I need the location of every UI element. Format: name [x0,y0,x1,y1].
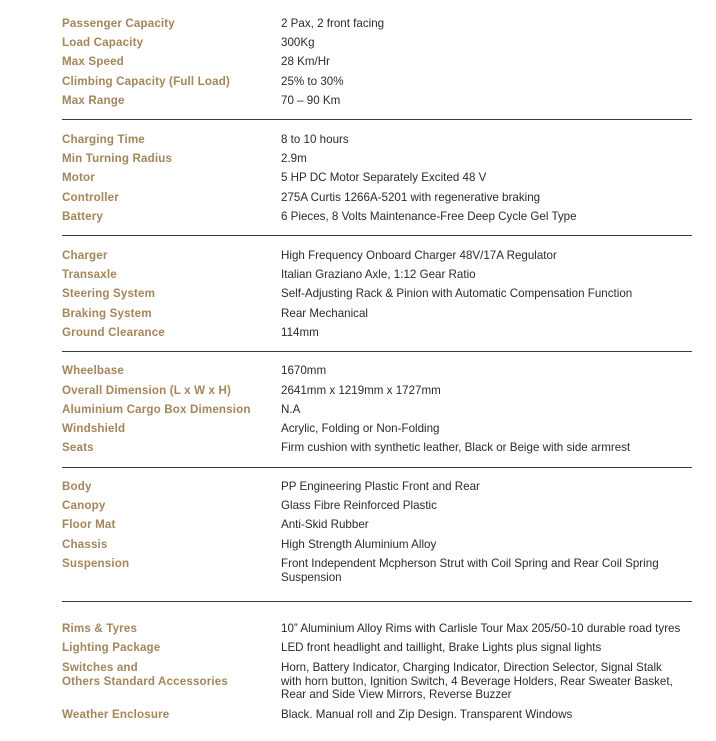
spec-value: 6 Pieces, 8 Volts Maintenance-Free Deep Cycle Gel Type [281,210,577,223]
spec-value: 8 to 10 hours [281,133,349,146]
spec-value: Front Independent Mcpherson Strut with Coil Spring and Rear Coil Spring Suspension [281,557,659,584]
spec-value: 114mm [281,326,319,339]
spec-label: Motor [62,171,95,184]
spec-value: High Frequency Onboard Charger 48V/17A Regulator [281,249,557,262]
spec-value: Anti-Skid Rubber [281,518,369,531]
section-divider [62,235,692,236]
spec-label: Braking System [62,307,152,320]
spec-value: Rear Mechanical [281,307,368,320]
spec-label: Seats [62,441,94,454]
section-divider [62,601,692,602]
spec-value: 70 – 90 Km [281,94,341,107]
spec-value: Italian Graziano Axle, 1:12 Gear Ratio [281,268,476,281]
spec-label: Switches and Others Standard Accessories [62,661,228,688]
spec-value: Black. Manual roll and Zip Design. Transparent Windows [281,708,573,721]
section-divider [62,351,692,352]
section-divider [62,119,692,120]
spec-value: 300Kg [281,36,315,49]
spec-label: Floor Mat [62,518,116,531]
spec-label: Ground Clearance [62,326,165,339]
spec-label: Load Capacity [62,36,144,49]
spec-label: Charging Time [62,133,145,146]
spec-label: Canopy [62,499,106,512]
spec-value: 2641mm x 1219mm x 1727mm [281,384,441,397]
spec-value: Acrylic, Folding or Non-Folding [281,422,440,435]
spec-label: Passenger Capacity [62,17,175,30]
spec-value: LED front headlight and taillight, Brake Lights plus signal lights [281,641,602,654]
spec-label: Body [62,480,92,493]
spec-label: Aluminium Cargo Box Dimension [62,403,251,416]
spec-label: Chassis [62,538,108,551]
spec-label: Overall Dimension (L x W x H) [62,384,232,397]
spec-value: Self-Adjusting Rack & Pinion with Automatic Compensation Function [281,287,633,300]
spec-value: PP Engineering Plastic Front and Rear [281,480,480,493]
spec-label: Max Speed [62,55,124,68]
spec-value: 5 HP DC Motor Separately Excited 48 V [281,171,487,184]
spec-value: 1670mm [281,364,327,377]
spec-label: Windshield [62,422,126,435]
spec-value: Firm cushion with synthetic leather, Black or Beige with side armrest [281,441,631,454]
spec-label: Lighting Package [62,641,161,654]
spec-label: Wheelbase [62,364,124,377]
spec-value: 2.9m [281,152,307,165]
spec-label: Suspension [62,557,130,570]
spec-value: N.A [281,403,301,416]
spec-label: Min Turning Radius [62,152,173,165]
spec-label: Battery [62,210,103,223]
spec-value: 10” Aluminium Alloy Rims with Carlisle Tour Max 205/50-10 durable road tyres [281,622,681,635]
spec-value: 2 Pax, 2 front facing [281,17,385,30]
spec-label: Climbing Capacity (Full Load) [62,75,230,88]
spec-value: 28 Km/Hr [281,55,330,68]
spec-label: Max Range [62,94,125,107]
spec-label: Weather Enclosure [62,708,170,721]
spec-value: 25% to 30% [281,75,344,88]
spec-label: Controller [62,191,119,204]
spec-value: High Strength Aluminium Alloy [281,538,437,551]
spec-value: Glass Fibre Reinforced Plastic [281,499,437,512]
spec-label: Steering System [62,287,156,300]
section-divider [62,467,692,468]
spec-label: Charger [62,249,108,262]
spec-label: Rims & Tyres [62,622,138,635]
spec-value: 275A Curtis 1266A-5201 with regenerative braking [281,191,541,204]
spec-value: Horn, Battery Indicator, Charging Indicator, Direction Selector, Signal Stalk with horn button, Ignition Switch, 4 Beverage Holders, Rear Sweater Basket, Rear and Side View Mirrors, Reverse Buzzer [281,661,673,701]
spec-label: Transaxle [62,268,117,281]
